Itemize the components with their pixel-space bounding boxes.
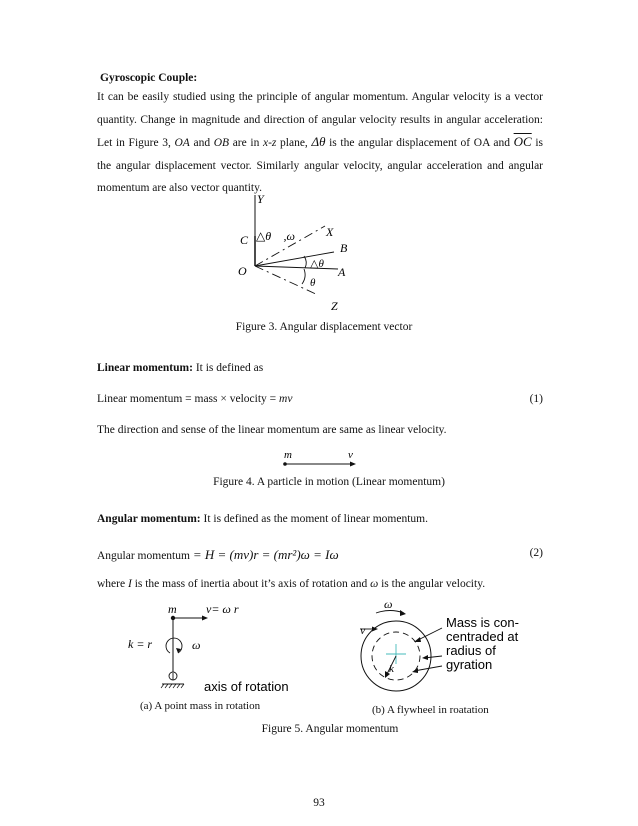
label-m-5a: m	[168, 602, 177, 616]
label-b: B	[340, 241, 348, 255]
leader-arrowhead-top	[414, 637, 421, 642]
gyro-delta-theta: Δθ	[311, 134, 326, 149]
leader-arrowhead-bottom	[412, 668, 418, 673]
linear-momentum-heading-rest: It is defined as	[192, 362, 264, 374]
flywheel-rotation-arrowhead	[400, 610, 406, 616]
velocity-arrowhead-5b	[372, 627, 378, 632]
tangential-velocity-arrowhead	[202, 616, 208, 621]
theta-arc	[302, 269, 305, 284]
page-number: 93	[313, 797, 325, 809]
linear-momentum-heading: Linear momentum:	[97, 362, 193, 374]
equation-number-1: (1)	[529, 393, 543, 405]
linear-momentum-equation	[97, 393, 543, 411]
delta-theta-arc	[304, 256, 306, 268]
label-axis-of-rotation: axis of rotation	[204, 679, 289, 694]
label-delta-theta-omega: △θ⃗ ,ω⃗	[256, 229, 305, 243]
label-delta-theta: △θ	[310, 258, 324, 270]
gyro-oc-vector: $\overline{OC}$	[513, 134, 532, 149]
label-k-equals-r: k = r	[128, 637, 153, 651]
label-o: O	[238, 264, 247, 278]
leader-arrowhead-middle	[422, 655, 428, 660]
oa-line	[255, 266, 338, 269]
section-heading-gyroscopic-couple: Gyroscopic Couple:	[100, 72, 198, 84]
gyro-text-part-a: It can be easily studied using the principle of angular momentum. Angular velocity is a vector quantity. Change in magnitude and direction of angular velocity results in angular acceleration: Let in Figure 3,	[97, 91, 543, 149]
mass-label-line4: gyration	[446, 657, 493, 672]
angular-momentum-heading: Angular momentum:	[97, 513, 201, 525]
where-omega: ω	[370, 578, 379, 590]
z-axis-line	[255, 266, 318, 295]
label-x: X	[326, 225, 334, 239]
velocity-arrowhead	[350, 462, 356, 467]
gyro-oa: OA	[174, 137, 190, 149]
label-omega-5a: ω	[192, 638, 201, 652]
linear-equation-text: Linear momentum = mass × velocity =	[97, 393, 280, 405]
gyro-are-in: are in	[232, 137, 260, 149]
label-v-omega-r: v= ω r	[206, 602, 239, 616]
angular-equation-text: Angular momentum	[97, 550, 193, 562]
ground-hatching	[161, 684, 184, 688]
angular-momentum-heading-rest: It is defined as the moment of linear momentum.	[200, 513, 428, 525]
angular-equation-math: = H = (mv)r = (mr²)ω = Iω	[192, 547, 339, 562]
angular-where-text	[97, 578, 485, 590]
linear-momentum-heading-line	[97, 362, 263, 374]
label-m: m	[284, 449, 292, 461]
label-y: Y	[257, 192, 264, 206]
label-k-5b: k	[389, 663, 394, 675]
label-a: A	[338, 265, 346, 279]
linear-equation-var: mv	[279, 393, 293, 405]
label-theta: θ	[310, 277, 316, 289]
flywheel-rotation-arc	[376, 611, 404, 614]
mass-label-line1: Mass is con-	[446, 615, 519, 630]
figure5b-caption: (b) A flywheel in roatation	[372, 704, 489, 716]
gyroscopic-paragraph	[97, 86, 543, 200]
label-v: v	[348, 449, 353, 461]
mass-label-line2: centraded at	[446, 629, 519, 644]
gyro-and: and	[193, 137, 211, 149]
figure5a-caption: (a) A point mass in rotation	[140, 700, 261, 712]
where-part-c: is the angular velocity.	[378, 578, 486, 590]
figure5b-diagram	[350, 596, 530, 706]
figure5-caption: Figure 5. Angular momentum	[261, 723, 399, 735]
where-part-a: where	[97, 578, 128, 590]
figure4-diagram	[270, 447, 370, 472]
gyro-plane: plane,	[280, 137, 308, 149]
label-v-5b: v	[360, 623, 366, 637]
gyro-text-part-b: is the angular displacement of OA and	[329, 137, 510, 149]
figure5a-diagram	[110, 598, 300, 698]
gyro-text-part-c: is the angular displacement vector. Similarly angular velocity, angular acceleration and angular momentum are also vector quantity.	[97, 137, 543, 194]
label-c: C	[240, 233, 249, 247]
where-i: I	[127, 578, 132, 590]
figure3-diagram	[220, 190, 380, 315]
label-z: Z	[331, 299, 338, 313]
where-part-b: is the mass of inertia about it’s axis of rotation and	[131, 578, 371, 590]
gyro-xz: x-z	[262, 137, 277, 149]
figure3-caption: Figure 3. Angular displacement vector	[235, 321, 413, 333]
figure4-caption: Figure 4. A particle in motion (Linear momentum)	[213, 476, 445, 488]
linear-direction-text: The direction and sense of the linear momentum are same as linear velocity.	[97, 424, 447, 436]
mass-label-line3: radius of	[446, 643, 496, 658]
label-omega-5b: ω	[384, 597, 393, 611]
gyro-ob: OB	[213, 137, 230, 149]
angular-momentum-equation	[97, 547, 543, 565]
angular-momentum-heading-line	[97, 513, 428, 525]
equation-number-2: (2)	[529, 547, 543, 559]
